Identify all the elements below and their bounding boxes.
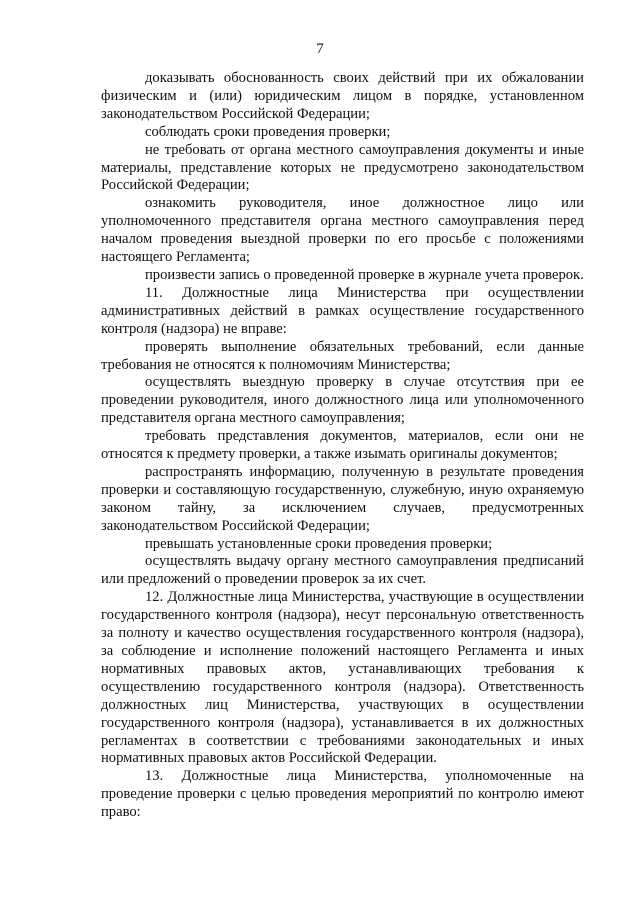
paragraph: не требовать от органа местного самоуправления документы и иные материалы, представление которых не предусмотрено законодательством Российской Федерации;: [101, 141, 584, 194]
document-body: [101, 70, 584, 822]
paragraph: распространять информацию, полученную в результате проведения проверки и составляющую государственную, служебную, иную охраняемую законом тайну, за исключением случаев, предусмотренных законодательством Российской Федерации;: [101, 463, 584, 534]
paragraph: доказывать обоснованность своих действий при их обжаловании физическим и (или) юридическим лицом в порядке, установленном законодательством Российской Федерации;: [101, 70, 584, 122]
paragraph: осуществлять выдачу органу местного самоуправления предписаний или предложений о проведении проверок за их счет.: [101, 553, 584, 588]
paragraph: требовать представления документов, материалов, если они не относятся к предмету проверки, а также изымать оригиналы документов;: [101, 428, 584, 463]
paragraph: превышать установленные сроки проведения проверки;: [145, 535, 493, 552]
paragraph: соблюдать сроки проведения проверки;: [145, 123, 391, 140]
paragraph: проверять выполнение обязательных требований, если данные требования не относятся к полномочиям Министерства;: [101, 338, 584, 373]
paragraph: осуществлять выездную проверку в случае отсутствия при ее проведении руководителя, иного должностного лица или уполномоченного представителя органа местного самоуправления;: [101, 374, 584, 427]
paragraph: ознакомить руководителя, иное должностное лицо или уполномоченного представителя органа местного самоуправления перед началом проведения выездной проверки по его просьбе с положениями настоящего Регламента;: [101, 195, 584, 266]
paragraph: 13. Должностные лица Министерства, уполномоченные на проведение проверки с целью проведения мероприятий по контролю имеют право:: [101, 768, 584, 821]
paragraph: произвести запись о проведенной проверке в журнале учета проверок.: [145, 266, 584, 283]
paragraph: 11. Должностные лица Министерства при осуществлении административных действий в рамках осуществление государственного контроля (надзора) не вправе:: [101, 284, 584, 337]
paragraph: 12. Должностные лица Министерства, участвующие в осуществлении государственного контроля (надзора), несут персональную ответственность за полноту и качество осуществления государственного контроля (надзора), за соблюдение и исполнение положений настоящего Регламента и иных нормативных правовых актов, устанавливающих требования к осуществлению государственного контроля (надзора). Ответственность должностных лиц Министерства, участвующих в осуществлении государственного контроля (надзора), устанавливается в их должностных регламентах в соответствии с требованиями законодательных и иных нормативных правовых актов Российской Федерации.: [101, 589, 584, 767]
page-number: 7: [316, 41, 324, 57]
